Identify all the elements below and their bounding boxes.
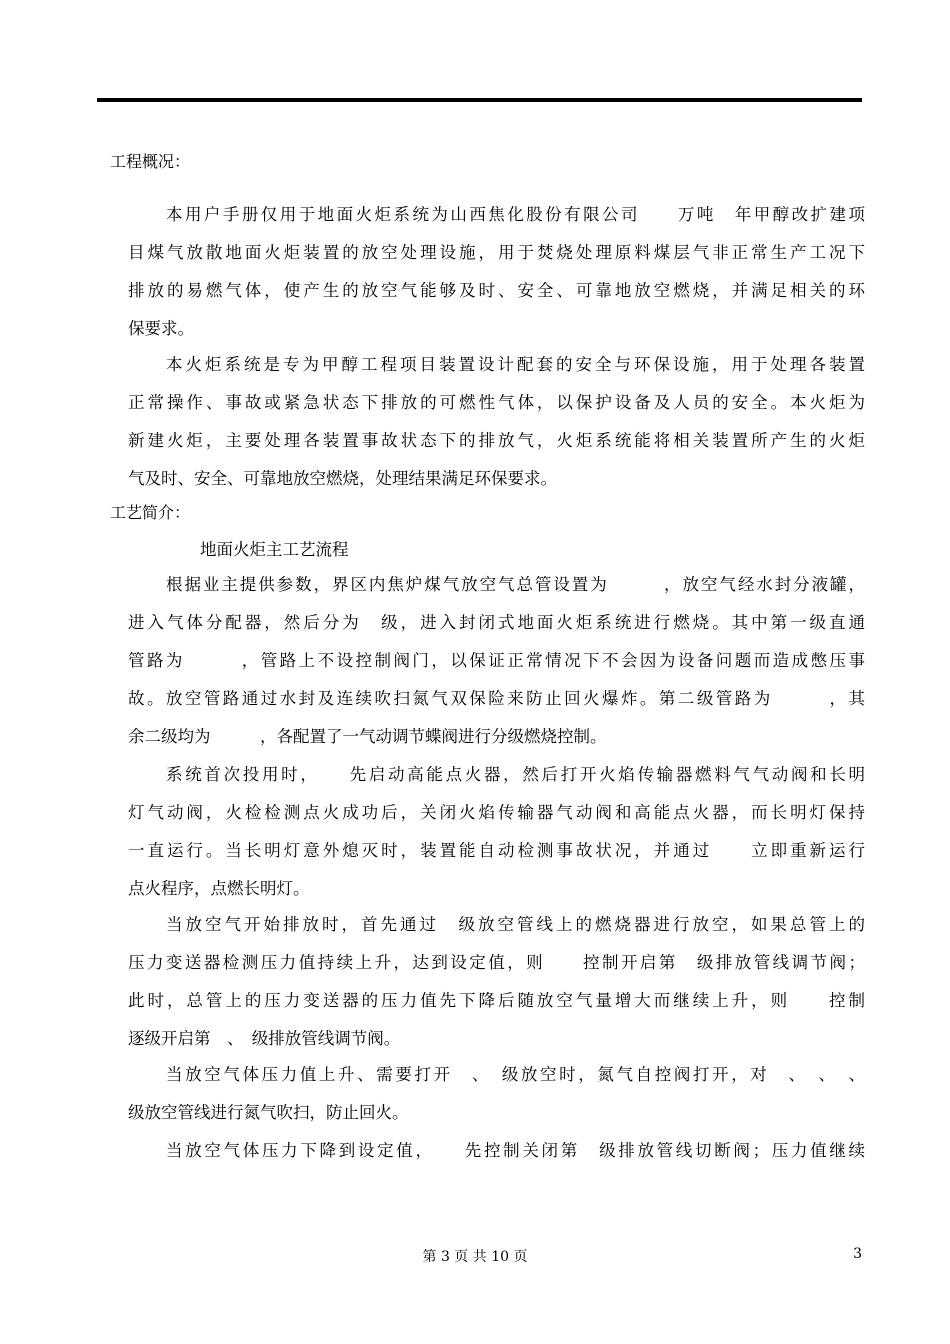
text-line: 当放空气开始排放时，首先通过 级放空管线上的燃烧器进行放空，如果总管上的 [166,915,865,934]
text-line: 排放的易燃气体，使产生的放空气能够及时、安全、可靠地放空燃烧，并满足相关的环 [128,281,865,300]
page-number: 3 [853,1246,862,1262]
paragraph-first-use [128,756,865,908]
text-line: 当放空气体压力值上升、需要打开 、 级放空时，氮气自控阀打开，对 、 、 、 [166,1065,865,1084]
text-line: 压力变送器检测压力值持续上升，达到设定值，则 控制开启第 级排放管线调节阀； [128,953,865,972]
text-line: 一直运行。当长明灯意外熄灭时，装置能自动检测事故状况，并通过 立即重新运行 [128,841,865,860]
overview-heading: 工程概况： [110,152,191,171]
text-line: 此时，总管上的压力变送器的压力值先下降后随放空气量增大而继续上升，则 控制 [128,991,865,1010]
flow-subheading: 地面火炬主工艺流程 [200,540,349,559]
paragraph-nitrogen-purge [128,1056,865,1132]
text-line: 当放空气体压力下降到设定值， 先控制关闭第 级排放管线切断阀；压力值继续 [166,1141,865,1160]
text-line: 点火程序，点燃长明灯。 [128,879,310,898]
text-line: 级放空管线进行氮气吹扫，防止回火。 [128,1103,409,1122]
paragraph-system-purpose [128,346,865,498]
paragraph-scope [128,196,865,348]
text-line: 本火炬系统是专为甲醇工程项目装置设计配套的安全与环保设施，用于处理各装置 [166,355,865,374]
paragraph-main-flow [128,566,865,756]
text-line: 余二级均为 ，各配置了一气动调节蝶阀进行分级燃烧控制。 [128,727,607,746]
header-rule [97,98,862,102]
text-line: 目煤气放散地面火炬装置的放空处理设施，用于焚烧处理原料煤层气非正常生产工况下 [128,243,865,262]
text-line: 根据业主提供参数，界区内焦炉煤气放空气总管设置为 ，放空气经水封分液罐， [166,575,865,594]
text-line: 气及时、安全、可靠地放空燃烧，处理结果满足环保要求。 [128,469,557,488]
page-info: 第 3 页 共 10 页 [422,1249,528,1265]
text-line: 逐级开启第 、 级排放管线调节阀。 [128,1029,401,1048]
text-line: 本用户手册仅用于地面火炬系统为山西焦化股份有限公司 万吨 年甲醇改扩建项 [166,205,865,224]
text-line: 故。放空管路通过水封及连续吹扫氮气双保险来防止回火爆炸。第二级管路为 ，其 [128,689,865,708]
text-line: 正常操作、事故或紧急状态下排放的可燃性气体，以保护设备及人员的安全。本火炬为 [128,393,865,412]
text-line: 保要求。 [128,319,194,338]
text-line: 管路为 ，管路上不设控制阀门，以保证正常情况下不会因为设备问题而造成憋压事 [128,651,865,670]
process-heading: 工艺简介： [110,503,191,522]
text-line: 系统首次投用时， 先启动高能点火器，然后打开火焰传输器燃料气气动阀和长明 [166,765,865,784]
paragraph-pressure-drop [128,1132,865,1170]
paragraph-discharge [128,906,865,1058]
text-line: 进入气体分配器，然后分为 级，进入封闭式地面火炬系统进行燃烧。其中第一级直通 [128,613,865,632]
text-line: 灯气动阀，火检检测点火成功后，关闭火焰传输器气动阀和高能点火器，而长明灯保持 [128,803,865,822]
text-line: 新建火炬，主要处理各装置事故状态下的排放气，火炬系统能将相关装置所产生的火炬 [128,431,865,450]
